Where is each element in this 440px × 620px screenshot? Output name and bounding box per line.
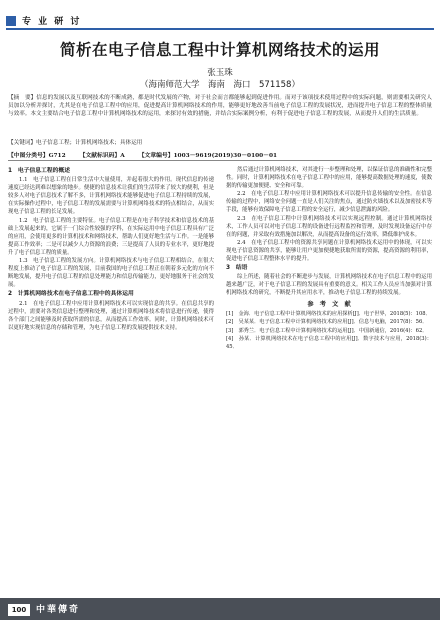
- article-author: 张玉珠: [207, 68, 233, 78]
- article-keywords: 【关键词】电子信息工程；计算机网络技术；具体运用: [8, 140, 143, 146]
- clc-code: 【中图分类号】G712: [8, 153, 66, 159]
- page-number: 100: [8, 604, 30, 616]
- paragraph: 然后通过计算机网络技术，对其进行一步整理和处理，以保证信息的准确性和完整性。同时，计算机网络技术在电子信息工程中的应用，能够提高数据处理的速度，使数据的传输更加便捷、安全和可靠。: [226, 167, 432, 190]
- paragraph: 综上所述，随着社会的不断进步与发展，计算机网络技术在电子信息工程中的运用越来越广泛，对于电子信息工程的发展具有重要的意义。相关工作人员应当加强对计算机网络技术的研究，不断提升其应用水平，推动电子信息工程的持续发展。: [226, 274, 432, 297]
- reference-item: [3] 郭秀兰．电子信息工程中计算机网络技术的运用[J]．中国新通信，2016(4)：62．: [226, 327, 428, 334]
- heading-2: 2 计算机网络技术在电子信息工程中的具体运用: [8, 291, 134, 298]
- section-tag: 专 业 研 讨: [22, 17, 82, 27]
- article-meta: [8, 150, 432, 159]
- paragraph: 2.3 在电子信息工程中计算机网络技术可以实现远程控制。通过计算机网络技术，工作人员可以对电子信息工程的设备进行远程监控和管理，及时发现设备运行中存在的问题，并采取有效措施加以解决，从而提高设备的运行效率，降低维护成本。: [226, 215, 432, 238]
- paragraph: 1.2 电子信息工程的主要特征。电子信息工程是在电子科学技术和信息技术的基础上发展起来的，它属于一门综合性较强的学科，在实际运用中电子信息工程具有广泛的应用，会使用更多的计算机技术和网络技术，帮助人们更好地生活与工作。一是能够提高工作效率；二是可以减少人力资源的浪费；三是提高了人员的专业水平，更好地提升了电子信息工程的质量。: [8, 217, 214, 256]
- section-header: [6, 14, 81, 27]
- paragraph: 2.2 在电子信息工程中应用计算机网络技术可以提升信息传输的安全性。在信息传输的过程中，网络安全问题一直是人们关注的焦点，通过防火墙技术以及加密技术等手段，能够有效保障电子信息工程的安全运行，减少信息泄露的风险。: [226, 191, 432, 214]
- references-title: 参 考 文 献: [307, 300, 351, 308]
- article-title: 简析在电子信息工程中计算机网络技术的运用: [59, 41, 380, 59]
- article-affiliation: （海南师范大学 海南 海口 571158）: [140, 80, 300, 90]
- paragraph: 2.1 在电子信息工程中应用计算机网络技术可以实现信息的共享。在信息共享的过程中，需要对各类信息进行整理和处理，通过计算机网络技术将信息进行传递，使得各个部门之间能够及时获取所需的信息，从而提高工作效率。同时，计算机网络技术可以更好地实现信息的存储和管理，为电子信息工程的发展提供技术支持。: [8, 300, 214, 331]
- reference-item: [1] 金海．电子信息工程中计算机网络技术的应用探析[J]．电子世界，2018(5)：108．: [226, 310, 431, 317]
- paragraph: 1.1 电子信息工程在日常生活中大量使用，并起着很大的作用。现代信息的传递速度已经达到难以想象的地步。便捷的信息技术让我们的生活带来了较大的便利，但是较多人对电子信息技术了解不多，计算机网络技术能够促进电子信息工程持续的发展，在实际操作过程中，电子信息工程的发展需要与计算机网络技术的特点相结合，从而实现电子信息工程的长足发展。: [8, 177, 214, 216]
- left-column: [8, 166, 214, 332]
- article-number: 【文章编号】1003－9619(2019)30－0100－01: [138, 153, 278, 159]
- journal-name: 中華傳奇: [36, 605, 81, 615]
- reference-item: [4] 孙某．计算机网络技术在电子信息工程中的应用[J]．数字技术与应用，2018(3)：45．: [226, 336, 432, 350]
- paragraph: 1.3 电子信息工程的发展方向。计算机网络技术与电子信息工程相结合，在很大程度上推动了电子信息工程的发展，目前我国的电子信息工程正在朝着多元化的方向不断地发展，提升电子信息工程的信息处理能力和信息传输能力，更好地服务于社会的发展。: [8, 258, 214, 289]
- heading-1: 1 电子信息工程的概述: [8, 168, 71, 174]
- paragraph: 2.4 在电子信息工程中的资源共享问题在计算机网络技术运用中的体现，可以实现电子信息资源的共享，能够让用户更加便捷地获取所需的资源，提高资源的利用率，促进电子信息工程整体水平的提升。: [226, 239, 432, 263]
- doc-code: 【文献标识码】A: [79, 153, 125, 159]
- heading-3: 3 结语: [226, 265, 248, 272]
- reference-item: [2] 吴某某．电子信息工程中计算机网络技术的应用[J]．信息与电脑，2017(8)：56．: [226, 319, 428, 326]
- meta-divider: [8, 160, 432, 161]
- header-rule: [6, 28, 434, 30]
- article-abstract: 【摘 要】信息的发展以及互联网技术的不断成熟，都是时代发展的产物，对于社会而言都能够起到促进作用。而对于该项技术使用过程中的实际问题，则需要相关研究人员加以分析并探讨，尤其是在电子信息工程中的应用，促进提高计算机网络技术的作用，能够更好地改善当前电子信息工程的发展状况，进而提升电子信息工程的整体质量与效率。本文主要结合电子信息工程中计算机网络技术的运用，来探讨有效的措施，并结合实际案例分析，有利于促进电子信息工程的发展，从而提升人们的生活质量。: [8, 95, 432, 118]
- page-footer: [0, 598, 440, 620]
- section-marker-icon: [6, 16, 16, 26]
- right-column: [226, 166, 432, 353]
